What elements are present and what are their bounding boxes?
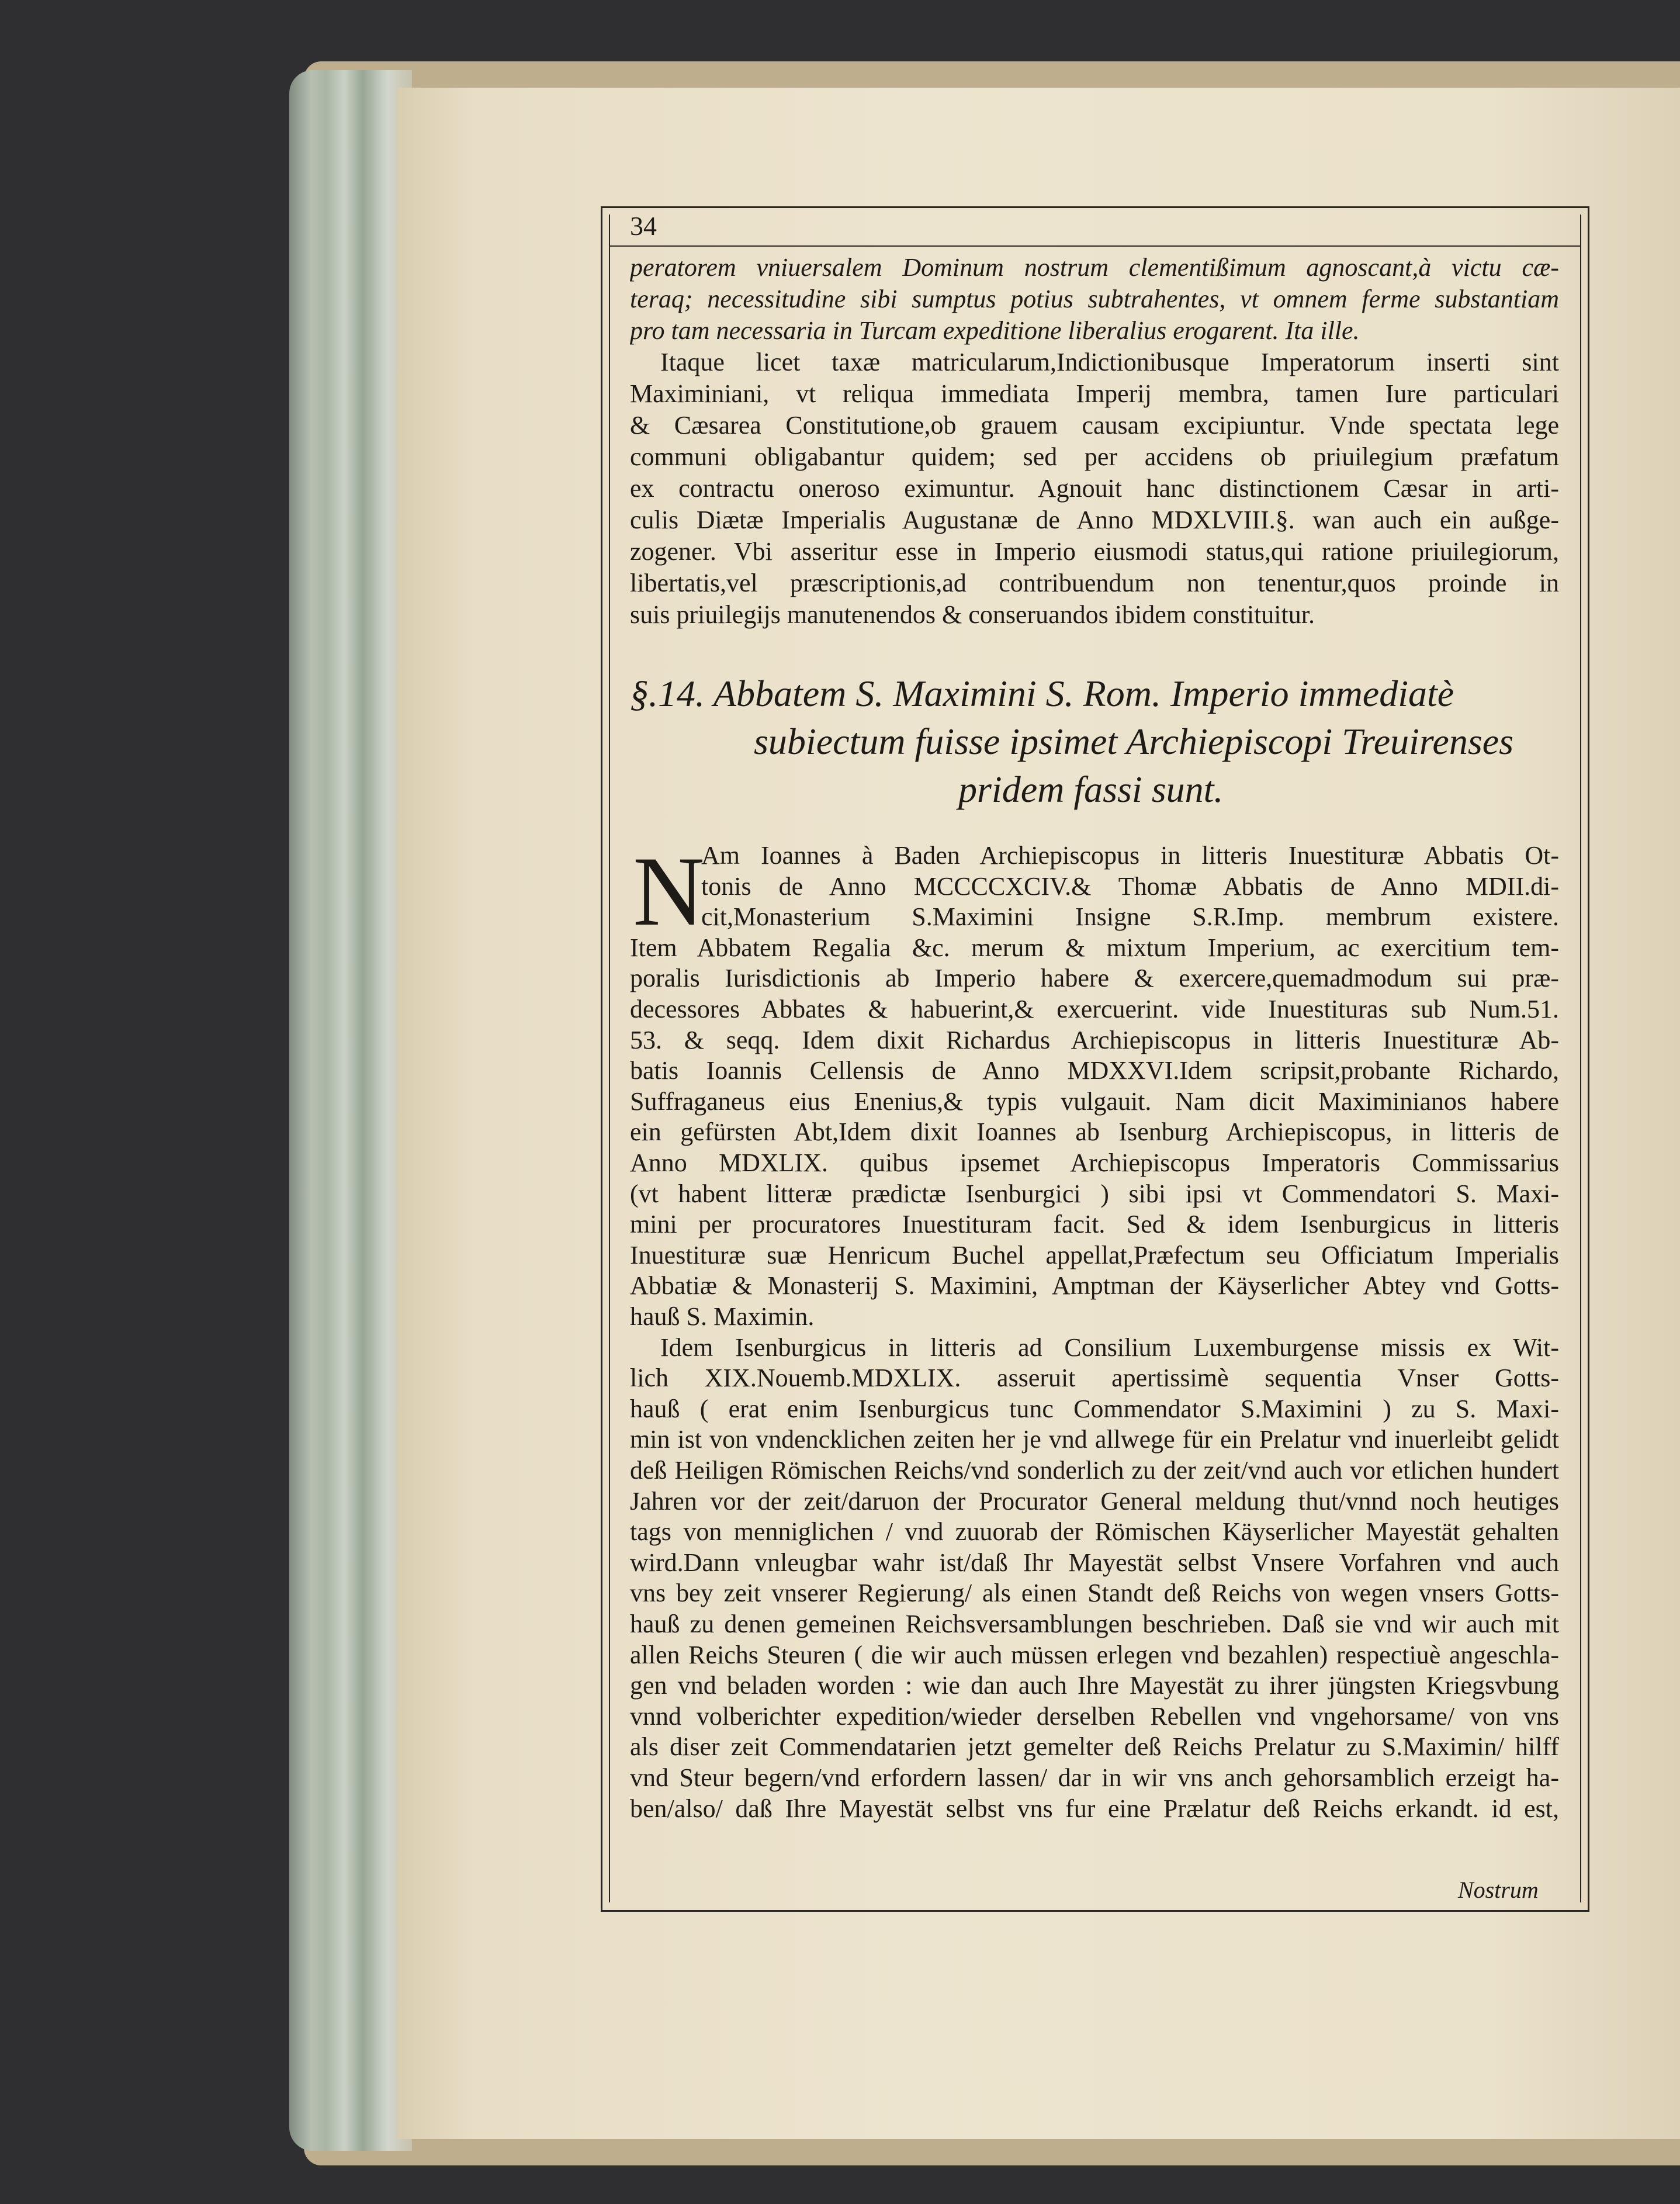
- text-line: Inuestituræ suæ Henricum Buchel appellat,Præfectum seu Officiatum Imperialis: [630, 1240, 1559, 1269]
- text-line: libertatis,vel præscriptionis,ad contribuendum non tenentur,quos proinde in: [630, 569, 1559, 597]
- text-line: ein gefürsten Abt,Idem dixit Ioannes ab Isenburg Archiepiscopus, in litteris de: [630, 1117, 1559, 1147]
- heading-line: subiectum fuisse ipsimet Archiepiscopi Treuirenses: [754, 721, 1514, 762]
- header-rule: [609, 245, 1580, 247]
- text-line: hauß zu denen gemeinen Reichsversamblungen beschrieben. Daß sie vnd wir auch mit: [630, 1610, 1559, 1638]
- text-line: Abbatiæ & Monasterij S. Maximini, Amptman der Käyserlicher Abtey vnd Gotts-: [630, 1271, 1559, 1300]
- text-line: (vt habent litteræ prædictæ Isenburgici ) sibi ipsi vt Commendatori S. Maxi-: [630, 1179, 1559, 1208]
- text-line: ex contractu oneroso eximuntur. Agnouit hanc distinctionem Cæsar in arti-: [630, 474, 1559, 503]
- text-line: & Cæsarea Constitutione,ob grauem causam excipiuntur. Vnde spectata lege: [630, 411, 1559, 440]
- text-line: cit,Monasterium S.Maximini Insigne S.R.Imp. membrum existere.: [701, 902, 1559, 932]
- text-line: Maximiniani, vt reliqua immediata Imperij membra, tamen Iure particulari: [630, 379, 1559, 408]
- text-line: peratorem vniuersalem Dominum nostrum clementißimum agnoscant,à victu cæ-: [630, 253, 1559, 282]
- text-line: tonis de Anno MCCCCXCIV.& Thomæ Abbatis de Anno MDII.di-: [701, 871, 1559, 901]
- text-line: communi obligabantur quidem; sed per accidens ob priuilegium præfatum: [630, 442, 1559, 471]
- text-line: pro tam necessaria in Turcam expeditione liberalius erogarent. Ita ille.: [630, 316, 1360, 345]
- text-line: wird.Dann vnleugbar wahr ist/daß Ihr Mayestät selbst Vnsere Vorfahren vnd auch: [630, 1548, 1559, 1577]
- text-line: Jahren vor der zeit/daruon der Procurator General meldung thut/vnnd noch heutiges: [630, 1486, 1559, 1516]
- text-line: decessores Abbates & habuerint,& exercuerint. vide Inuestituras sub Num.51.: [630, 995, 1559, 1023]
- drop-cap: N: [633, 836, 705, 946]
- text-line: suis priuilegijs manutenendos & conseruandos ibidem constituitur.: [630, 600, 1315, 629]
- text-line: vns bey zeit vnserer Regierung/ als einen Standt deß Reichs von wegen vnsers Gotts-: [630, 1579, 1559, 1608]
- text-line: Anno MDXLIX. quibus ipsemet Archiepiscopus Imperatoris Commissarius: [630, 1148, 1559, 1177]
- text-line: 53. & seqq. Idem dixit Richardus Archiepiscopus in litteris Inuestituræ Ab-: [630, 1025, 1559, 1054]
- text-line: lich XIX.Nouemb.MDXLIX. asseruit apertissimè sequentia Vnser Gotts-: [630, 1364, 1559, 1393]
- text-line: allen Reichs Steuren ( die wir auch müssen erlegen vnd bezahlen) respectiuè angeschla-: [630, 1640, 1559, 1669]
- text-line: zogener. Vbi asseritur esse in Imperio eiusmodi status,qui ratione priuilegiorum,: [630, 537, 1559, 566]
- text-line: poralis Iurisdictionis ab Imperio habere & exercere,quemadmodum sui præ-: [630, 964, 1559, 993]
- text-line: Am Ioannes à Baden Archiepiscopus in litteris Inuestituræ Abbatis Ot-: [701, 841, 1559, 870]
- text-line: deß Heiligen Römischen Reichs/vnd sonderlich zu der zeit/vnd auch vor etlichen hundert: [630, 1456, 1559, 1485]
- page-edges: [289, 70, 412, 2151]
- text-line: Itaque licet taxæ matricularum,Indictionibusque Imperatorum inserti sint: [660, 348, 1559, 376]
- heading-line: pridem fassi sunt.: [958, 769, 1224, 810]
- text-line: gen vnd beladen worden : wie dan auch Ihre Mayestät zu ihrer jüngsten Kriegsvbung: [630, 1671, 1559, 1700]
- text-line: hauß ( erat enim Isenburgicus tunc Commendator S.Maximini ) zu S. Maxi-: [630, 1394, 1559, 1423]
- text-line: tags von menniglichen / vnd zuuorab der Römischen Käyserlicher Mayestät gehalten: [630, 1517, 1559, 1546]
- text-line: hauß S. Maximin.: [630, 1302, 815, 1331]
- text-line: culis Diætæ Imperialis Augustanæ de Anno MDXLVIII.§. wan auch ein außge-: [630, 506, 1559, 534]
- heading-line: §.14. Abbatem S. Maximini S. Rom. Imperio immediatè: [630, 673, 1454, 714]
- text-line: als diser zeit Commendatarien jetzt gemelter deß Reichs Prelatur zu S.Maximin/ hilff: [630, 1732, 1559, 1762]
- text-line: batis Ioannis Cellensis de Anno MDXXVI.Idem scripsit,probante Richardo,: [630, 1056, 1559, 1085]
- text-line: Suffraganeus eius Enenius,& typis vulgauit. Nam dicit Maximinianos habere: [630, 1087, 1559, 1116]
- page-number: 34: [630, 211, 657, 241]
- text-line: vnd Steur begern/vnd erfordern lassen/ dar in wir vns anch gehorsamblich erzeigt ha-: [630, 1763, 1559, 1792]
- text-line: ben/also/ daß Ihre Mayestät selbst vns fur eine Prælatur deß Reichs erkandt. id est,: [630, 1794, 1559, 1823]
- text-line: vnnd volberichter expedition/wieder derselben Rebellen vnd vngehorsame/ von vns: [630, 1701, 1559, 1731]
- text-line: Idem Isenburgicus in litteris ad Consilium Luxemburgense missis ex Wit-: [660, 1333, 1559, 1362]
- text-line: teraq; necessitudine sibi sumptus potius subtrahentes, vt omnem ferme substantiam: [630, 285, 1559, 313]
- text-line: Item Abbatem Regalia &c. merum & mixtum Imperium, ac exercitium tem-: [630, 933, 1559, 962]
- text-line: mini per procuratores Inuestituram facit. Sed & idem Isenburgicus in litteris: [630, 1210, 1559, 1239]
- catchword: Nostrum: [1458, 1877, 1539, 1903]
- text-line: min ist von vndencklichen zeiten her je vnd allwege für ein Prelatur vnd inuerleibt gelidt: [630, 1425, 1559, 1454]
